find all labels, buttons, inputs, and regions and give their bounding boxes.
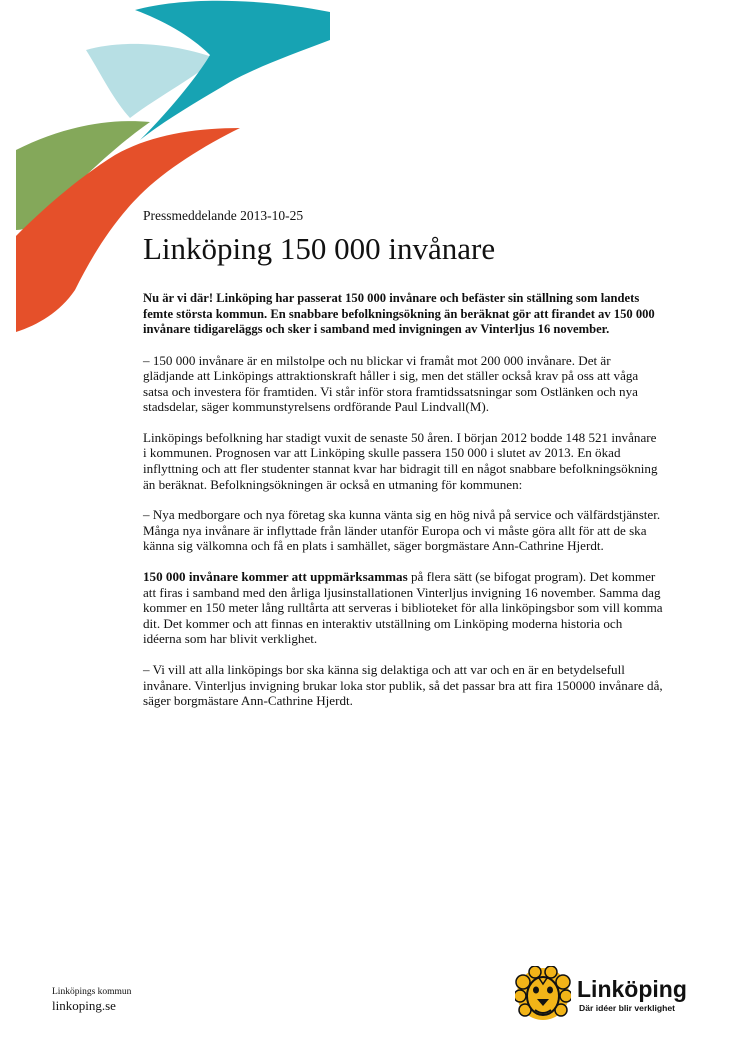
paragraph-4 (143, 569, 663, 647)
linkoping-logo (515, 966, 705, 1022)
paragraph-5: – Vi vill att alla linköpings bor ska känna sig delaktiga och att var och en är en betydelsefull invånare. Vinterljus invigning brukar loka stor publik, så det passar bra att fira 150000 invånare då, säger borgmästare Ann-Cathrine Hjerdt. (143, 662, 663, 709)
page-title: Linköping 150 000 invånare (143, 231, 496, 266)
paragraph-3: – Nya medborgare och nya företag ska kunna vänta sig en hög nivå på service och välfärdstjänster. Många nya invånare är inflyttade från länder utanför Europa och vi måste göra allt för att de ska känna sig välkomna och få en plats i samhället, säger borgmästare Ann-Cathrine Hjerdt. (143, 507, 661, 554)
press-release-date: Pressmeddelande 2013-10-25 (143, 208, 304, 223)
footer-organization: Linköpings kommun (52, 987, 132, 997)
paragraph-1: – 150 000 invånare är en milstolpe och nu blickar vi framåt mot 200 000 invånare. Det är glädjande att Linköpings attraktionskraft håller i sig, men det ställer också krav på oss att våga satsa och investera för framtiden. Vi står inför stora framtidssatsningar som Ostlänken och nya stadsdelar, säger kommunstyrelsens ordförande Paul Lindvall(M). (143, 352, 639, 415)
paragraph-4-text: på flera sätt (se bifogat program). Det kommer att firas i samband med den årliga ljusinstallationen Vinterljus invigning 16 november. Samma dag kommer en 150 meter lång rulltårta att serveras i biblioteket för alla linköpingsbor som vill komma dit. Det kommer och att finnas en interaktiv utställning om Linköping moderna historia och idéerna som har blivit verklighet. (143, 569, 663, 647)
paragraph-4-bold-lead: 150 000 invånare kommer att uppmärksammas (143, 569, 408, 585)
lion-icon (515, 966, 571, 1022)
footer-contact (52, 987, 131, 1013)
logo-tagline: Där idéer blir verklighet (579, 1003, 675, 1013)
paragraph-2: Linköpings befolkning har stadigt vuxit de senaste 50 åren. I början 2012 bodde 148 521 invånare i kommunen. Prognosen var att Linköping skulle passera 150 000 i slutet av 2013. En ökad inflyttning och att fler studenter stannat kvar har bidragit till en något snabbare befolkningsökning än beräknat. Befolkningsökningen är också en utmaning för kommunen: (143, 429, 658, 492)
press-release-body (143, 207, 663, 709)
logo-wordmark: Linköping (577, 976, 687, 1002)
footer-website-link[interactable]: linkoping.se (52, 998, 116, 1013)
lead-paragraph: Nu är vi där! Linköping har passerat 150 000 invånare och befäster sin ställning som landets femte största kommun. En snabbare befolkningsökning än beräknat gör att firandet av 150 000 invånare tidigareläggs och sker i samband med invigningen av Vinterljus 16 november. (143, 291, 655, 336)
